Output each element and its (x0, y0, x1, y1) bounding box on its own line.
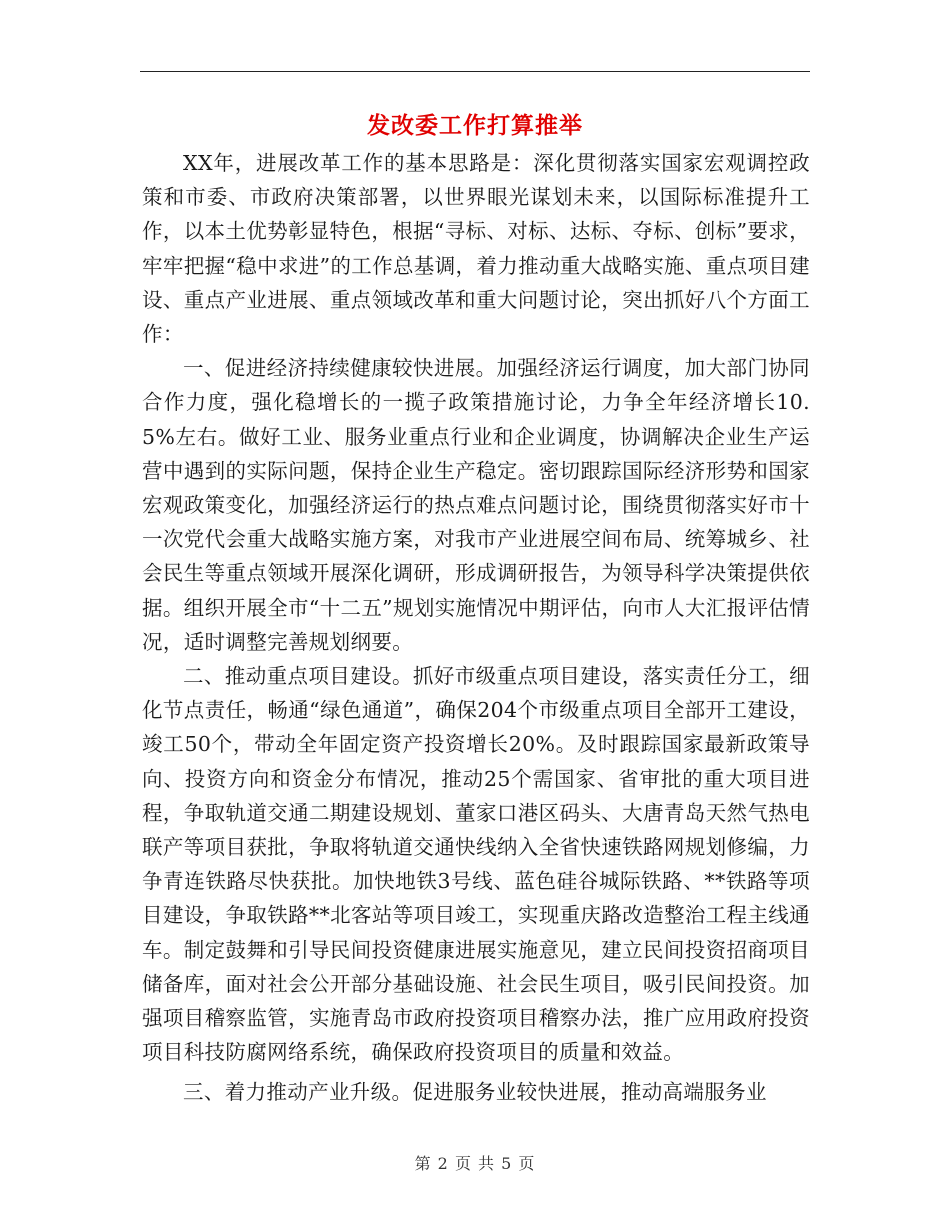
paragraph-section-2: 二、推动重点项目建设。抓好市级重点项目建设，落实责任分工，细化节点责任，畅通“绿色通道”，确保204个市级重点项目全部开工建设，竣工50个，带动全年固定资产投资增长20%。及时跟踪国家最新政策导向、投资方向和资金分布情况，推动25个需国家、省审批的重大项目进程，争取轨道交通二期建设规划、董家口港区码头、大唐青岛天然气热电联产等项目获批，争取将轨道交通快线纳入全省快速铁路网规划修编，力争青连铁路尽快获批。加快地铁3号线、蓝色硅谷城际铁路、**铁路等项目建设，争取铁路**北客站等项目竣工，实现重庆路改造整治工程主线通车。制定鼓舞和引导民间投资健康进展实施意见，建立民间投资招商项目储备库，面对社会公开部分基础设施、社会民生项目，吸引民间投资。加强项目稽察监管，实施青岛市政府投资项目稽察办法，推广应用政府投资项目科技防腐网络系统，确保政府投资项目的质量和效益。 (142, 664, 810, 1065)
paragraph-section-1: 一、促进经济持续健康较快进展。加强经济运行调度，加大部门协同合作力度，强化稳增长的一揽子政策措施讨论，力争全年经济增长10.5%左右。做好工业、服务业重点行业和企业调度，协调解决企业生产运营中遇到的实际问题，保持企业生产稳定。密切跟踪国际经济形势和国家宏观政策变化，加强经济运行的热点难点问题讨论，围绕贯彻落实好市十一次党代会重大战略实施方案，对我市产业进展空间布局、统筹城乡、社会民生等重点领域开展深化调研，形成调研报告，为领导科学决策提供依据。组织开展全市“十二五”规划实施情况中期评估，向市人大汇报评估情况，适时调整完善规划纲要。 (142, 356, 811, 654)
header-rule (140, 71, 810, 72)
document-title: 发改委工作打算推举 (367, 112, 583, 139)
document-body (142, 146, 810, 1110)
paragraph-section-3: 三、着力推动产业升级。促进服务业较快进展，推动高端服务业 (183, 1080, 767, 1105)
paragraph-intro: XX年，进展改革工作的基本思路是：深化贯彻落实国家宏观调控政策和市委、市政府决策部署，以世界眼光谋划未来，以国际标准提升工作，以本土优势彰显特色，根据“寻标、对标、达标、夺标、创标”要求，牢牢把握“稳中求进”的工作总基调，着力推动重大战略实施、重点项目建设、重点产业进展、重点领域改革和重大问题讨论，突出抓好八个方面工作： (142, 151, 811, 347)
page-number-footer: 第 2 页 共 5 页 (414, 1154, 536, 1173)
